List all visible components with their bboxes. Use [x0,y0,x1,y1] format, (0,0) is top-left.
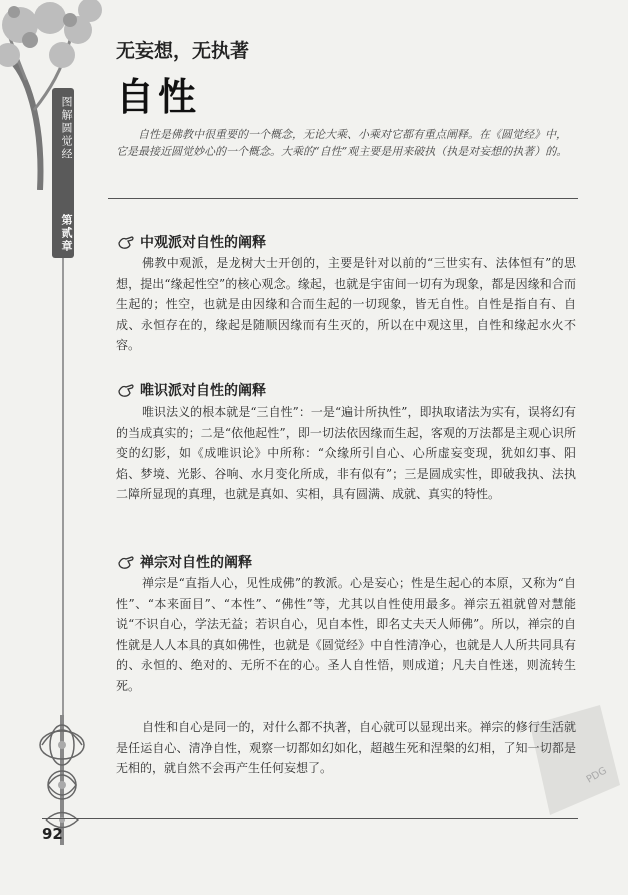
body-paragraph: 自性和自心是同一的，对什么都不执著，自心就可以显现出来。禅宗的修行生活就是任运自心、清净自性，观察一切都如幻如化，超越生死和涅槃的幻相，了知一切都是无相的，就自然不会再产生任何妄想了。 [116,720,576,775]
hand-pointer-icon [116,553,136,571]
intro-paragraph: 自性是佛教中很重要的一个概念，无论大乘、小乘对它都有重点阐释。在《圆觉经》中，它是最接近圆觉妙心的一个概念。大乘的“自性”观主要是用来破执（执是对妄想的执著）的。 [116,128,568,158]
page-number: 92 [42,825,63,843]
hand-pointer-icon [116,381,136,399]
watermark-seal-icon [520,705,620,815]
chapter-label: 第贰章 [60,214,73,253]
section-heading-text: 禅宗对自性的阐释 [140,555,252,571]
section-heading-chan [116,552,252,572]
section-heading-text: 中观派对自性的阐释 [140,235,266,251]
footer-divider [42,818,578,819]
page-subtitle: 无妄想，无执著 [116,40,250,62]
hand-pointer-icon [116,233,136,251]
body-paragraph: 唯识法义的根本就是“三自性”：一是“遍计所执性”，即执取诸法为实有，误将幻有的当成真实的；二是“依他起性”，即一切法依因缘而生起，客观的万法都是主观心识所变的幻影，如《成唯识论》中所称：“众缘所引自心、心所虚妄变现，犹如幻事、阳焰、梦境、光影、谷响、水月变化所成，非有似有”；三是圆成实性，即破我执、法执二障所显现的真理，也就是真如、实相，具有圆满、成就、真实的特性。 [116,405,576,501]
page-title: 自性 [116,75,201,119]
body-paragraph: 禅宗是“直指人心，见性成佛”的教派。心是妄心；性是生起心的本原，又称为“自性”、“本来面目”、“本性”、“佛性”等，尤其以自性使用最多。禅宗五祖就曾对慧能说“不识自心，学法无益；若识自心，见自本性，即名丈夫天人师佛”。所以，禅宗的自性就是人人本具的真如佛性，也就是《圆觉经》中自性清净心，也就是人人所共同具有的、永恒的、绝对的、无所不在的心。圣人自性悟，则成道；凡夫自性迷，则流转生死。 [116,576,576,693]
book-label: 图解圆觉经 [60,96,73,161]
section-heading-yogacara [116,380,266,400]
body-paragraph: 佛教中观派，是龙树大士开创的，主要是针对以前的“三世实有、法体恒有”的思想，提出“缘起性空”的核心观念。缘起，也就是宇宙间一切有为现象，都是因缘和合而生起的；性空，也就是由因缘和合而生起的一切现象，皆无自性。自性是指自有、自成、永恒存在的，缘起是随顺因缘而有生灭的，所以在中观这里，自性和缘起水火不容。 [116,256,576,352]
section-heading-madhyamaka [116,232,266,252]
intro-divider [108,198,578,199]
section-heading-text: 唯识派对自性的阐释 [140,383,266,399]
chapter-side-tab [52,88,74,258]
watermark-text: PDG [584,765,609,786]
side-divider [62,258,64,728]
